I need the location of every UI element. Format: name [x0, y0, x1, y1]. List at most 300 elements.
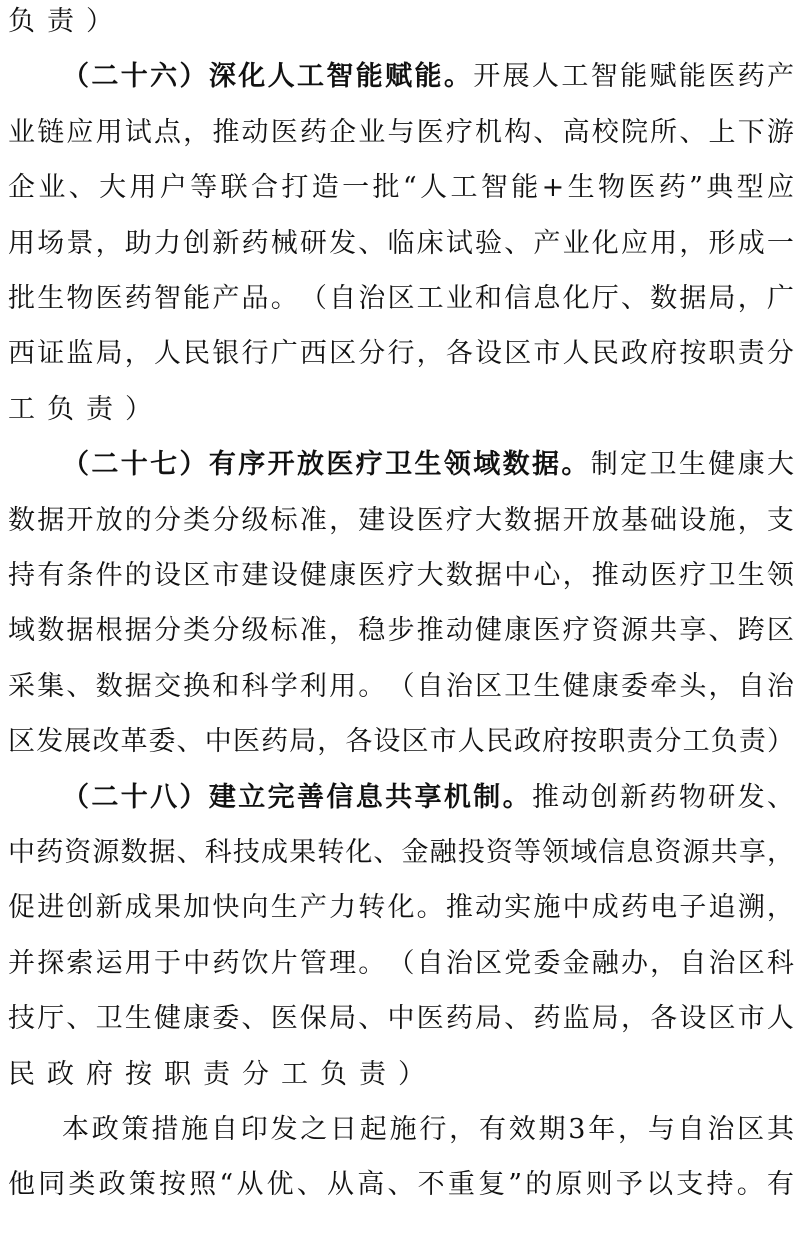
body-char: 和	[212, 670, 240, 702]
heading-char: 二	[91, 61, 119, 93]
body-char: 智	[153, 283, 181, 314]
body-char: 。	[736, 1169, 764, 1201]
body-char: 医	[650, 560, 678, 591]
body-char: ，	[317, 726, 345, 758]
body-char: 医	[270, 1003, 298, 1035]
body-char: 一	[766, 227, 794, 259]
body-char: 区	[329, 338, 357, 370]
text-line	[8, 382, 794, 438]
body-char: 予	[615, 1169, 643, 1201]
heading-char: ）	[179, 61, 207, 93]
body-char: 有	[766, 1169, 794, 1201]
body-char: 民	[183, 338, 211, 370]
body-char: 溯	[737, 892, 765, 924]
body-char: 药	[649, 781, 677, 813]
heading-char: 赋	[385, 61, 413, 93]
text-line	[8, 714, 794, 770]
body-char: 转	[358, 892, 386, 924]
body-char: 融	[429, 837, 457, 868]
body-char: 健	[708, 449, 736, 481]
heading-char: ）	[179, 781, 207, 813]
body-char: 药	[212, 947, 240, 979]
body-char: 助	[124, 227, 152, 259]
body-char: 、	[66, 1003, 94, 1035]
text-line	[8, 991, 794, 1047]
body-char: 进	[37, 892, 65, 924]
body-char: 科	[241, 670, 269, 702]
body-char: 业	[562, 227, 590, 259]
body-char: 化	[387, 892, 415, 924]
body-char: 职	[708, 338, 736, 370]
body-char: 数	[120, 837, 148, 868]
body-char: 发	[329, 227, 357, 259]
body-char: 疗	[679, 560, 707, 591]
body-char: 据	[66, 615, 94, 647]
heading-char: 能	[414, 61, 442, 93]
body-char: 健	[562, 670, 590, 702]
body-char: 资	[485, 837, 513, 868]
body-char: 享	[738, 837, 766, 868]
body-char: 医	[628, 172, 656, 204]
text-line	[8, 936, 794, 992]
body-char: 数	[95, 670, 123, 702]
heading-char: 完	[267, 781, 295, 813]
heading-char: 十	[120, 781, 148, 813]
body-char: 应	[620, 227, 648, 259]
body-char: 政	[620, 338, 648, 370]
text-line	[8, 1157, 794, 1213]
body-char: ，	[416, 338, 444, 370]
body-char: 力	[329, 892, 357, 924]
heading-char: 共	[385, 781, 413, 813]
heading-char: 。	[561, 449, 589, 481]
body-char: 责	[203, 1058, 230, 1090]
body-char: 卫	[504, 670, 532, 702]
body-char: 药	[620, 892, 648, 924]
heading-char: 卫	[385, 449, 413, 481]
body-char: 动	[620, 560, 648, 591]
body-char: 行	[241, 338, 269, 370]
body-char: 的	[124, 560, 152, 591]
body-char: 业	[8, 116, 35, 148]
body-char: 分	[242, 1058, 269, 1090]
body-char: 医	[416, 504, 444, 536]
body-char: 与	[647, 1114, 675, 1145]
body-char: 领	[542, 837, 570, 868]
body-char: 中	[387, 1003, 415, 1035]
body-char: 据	[533, 504, 561, 536]
body-char: ”	[689, 172, 703, 204]
body-char: 融	[591, 947, 619, 979]
body-char: 之	[300, 1114, 328, 1145]
body-char: 据	[124, 670, 152, 702]
body-char: 、	[504, 227, 532, 259]
body-char: 治	[707, 1114, 735, 1145]
body-char: ，	[766, 837, 794, 868]
body-char: 试	[124, 116, 152, 148]
body-char: 校	[591, 116, 619, 148]
body-char: 设	[373, 726, 401, 758]
body-char: 策	[128, 1169, 156, 1201]
body-char: 根	[95, 615, 123, 647]
body-char: 市	[429, 726, 457, 758]
body-char: 区	[8, 726, 35, 758]
body-char: 追	[708, 892, 736, 924]
body-char: 化	[345, 837, 373, 868]
body-char: 大	[99, 172, 127, 204]
body-char: 索	[66, 947, 94, 979]
body-char: 健	[299, 560, 327, 591]
body-char: 数	[445, 560, 473, 591]
body-char: 工	[450, 172, 478, 204]
body-char: 西	[299, 338, 327, 370]
body-char: 区	[737, 947, 765, 979]
body-char: 年	[588, 1114, 616, 1145]
text-line	[8, 326, 794, 382]
body-char: ，	[620, 1003, 648, 1035]
text-line	[8, 0, 794, 50]
body-char: 床	[416, 227, 444, 259]
body-char: 交	[153, 670, 181, 702]
body-char: 场	[37, 227, 65, 259]
body-char: 高	[562, 116, 590, 148]
heading-char: 二	[91, 449, 119, 481]
body-char: 源	[620, 615, 648, 647]
body-char: 、	[66, 670, 94, 702]
body-char: 产	[212, 283, 240, 314]
body-char: 运	[95, 947, 123, 979]
body-char: 创	[66, 892, 94, 924]
body-char: 源	[682, 837, 710, 868]
body-char: ，	[650, 947, 678, 979]
body-char: 各	[650, 1003, 678, 1035]
body-char: 建	[241, 560, 269, 591]
body-char: 果	[289, 837, 317, 868]
body-char: 成	[737, 227, 765, 259]
text-line	[8, 659, 794, 715]
body-char: 局	[289, 726, 317, 758]
body-char: 成	[124, 892, 152, 924]
body-char: 从	[327, 1169, 355, 1201]
body-char: 从	[236, 1169, 264, 1201]
body-char: 分	[212, 615, 240, 647]
body-char: 医	[533, 615, 561, 647]
body-char: 上	[708, 116, 736, 148]
body-char: ，	[124, 338, 152, 370]
body-char: 各	[445, 338, 473, 370]
body-char: ，	[618, 1114, 646, 1145]
body-char: 印	[240, 1114, 268, 1145]
body-char: 以	[646, 1169, 674, 1201]
text-line	[8, 105, 794, 161]
body-char: 标	[270, 504, 298, 536]
body-char: 卫	[95, 1003, 123, 1035]
body-char: 施	[533, 892, 561, 924]
body-char: 药	[658, 172, 686, 204]
body-char: ，	[679, 227, 707, 259]
body-char: 开	[562, 504, 590, 536]
body-char: 革	[120, 726, 148, 758]
body-char: 的	[525, 1169, 553, 1201]
body-char: 采	[8, 670, 35, 702]
body-char: 设	[270, 560, 298, 591]
body-char: 广	[766, 283, 794, 314]
body-char: 定	[620, 449, 648, 481]
body-char: 、	[68, 172, 96, 204]
body-char: 行	[419, 1114, 447, 1145]
body-char: 其	[766, 1114, 794, 1145]
heading-char: 领	[443, 449, 471, 481]
body-char: 用	[329, 670, 357, 702]
body-char: 不	[417, 1169, 445, 1201]
body-char: 生	[270, 892, 298, 924]
body-char: 医	[232, 726, 260, 758]
body-char: 行	[387, 338, 415, 370]
body-char: 级	[241, 504, 269, 536]
body-char: 景	[66, 227, 94, 259]
body-char: 负	[8, 6, 35, 37]
body-char: 职	[164, 1058, 191, 1090]
body-char: 等	[190, 172, 218, 204]
body-char: 推	[532, 781, 559, 813]
body-char: 银	[212, 338, 240, 370]
body-char: 疗	[445, 504, 473, 536]
text-line	[8, 1102, 794, 1158]
body-char: 药	[445, 1003, 473, 1035]
body-char: 构	[504, 116, 532, 148]
heading-char: 信	[326, 781, 354, 813]
body-char: 据	[148, 837, 176, 868]
heading-char: 享	[414, 781, 442, 813]
body-char: 、	[504, 1003, 532, 1035]
body-char: 能	[678, 61, 706, 93]
heading-char: （	[62, 449, 89, 481]
body-char: 企	[329, 116, 357, 148]
body-char: 创	[590, 781, 618, 813]
body-char: 持	[8, 560, 35, 591]
body-char: 数	[37, 615, 65, 647]
body-char: 力	[153, 227, 181, 259]
body-char: 药	[533, 1003, 561, 1035]
body-char: 产	[533, 227, 561, 259]
body-char: 健	[153, 1003, 181, 1035]
body-char: 域	[8, 615, 35, 647]
heading-char: （	[62, 61, 89, 93]
body-char: 动	[561, 781, 589, 813]
text-line	[8, 825, 794, 881]
body-char: 化	[562, 283, 590, 314]
body-char: 探	[37, 947, 65, 979]
heading-char: 有	[208, 449, 236, 481]
body-char: 区	[737, 1114, 765, 1145]
body-char: 、	[176, 837, 204, 868]
text-line	[8, 548, 794, 604]
body-char: 民	[591, 338, 619, 370]
heading-char: 人	[267, 61, 295, 93]
heading-char: 八	[150, 781, 178, 813]
heading-char: 放	[297, 449, 324, 481]
heading-char: 开	[267, 449, 295, 481]
body-char: 责	[86, 393, 113, 425]
body-char: 他	[8, 1169, 35, 1201]
body-char: 研	[299, 227, 327, 259]
body-char: 动	[241, 116, 269, 148]
body-char: 施	[708, 504, 736, 536]
heading-char: ）	[179, 449, 207, 481]
body-char: 应	[767, 172, 794, 204]
body-char: 人	[532, 61, 559, 93]
body-char: 自	[677, 1114, 705, 1145]
body-char: 设	[679, 504, 707, 536]
body-char: 医	[416, 116, 444, 148]
body-char: 动	[445, 615, 473, 647]
body-char: 效	[508, 1114, 536, 1145]
body-char: 临	[387, 227, 415, 259]
body-char: 生	[737, 560, 765, 591]
body-char: 措	[151, 1114, 179, 1145]
heading-char: 化	[238, 61, 266, 93]
body-char: 展	[64, 726, 92, 758]
body-char: 试	[445, 227, 473, 259]
body-char: 息	[533, 283, 561, 314]
body-char: 监	[66, 338, 94, 370]
body-char: 支	[676, 1169, 704, 1201]
body-char: 原	[555, 1169, 583, 1201]
body-char: 医	[95, 283, 123, 314]
heading-char: 生	[414, 449, 442, 481]
body-char: 厅	[591, 283, 619, 314]
body-char: 药	[124, 283, 152, 314]
body-char: 生	[567, 172, 595, 204]
body-char: 负	[710, 726, 738, 758]
body-char: 。	[416, 892, 444, 924]
body-char: 治	[358, 283, 386, 314]
body-char: 、	[708, 615, 736, 647]
body-char: 快	[212, 892, 240, 924]
body-char: 智	[590, 61, 618, 93]
body-char: 西	[8, 338, 35, 370]
body-char: 委	[212, 1003, 240, 1035]
body-char: 能	[511, 172, 539, 204]
body-char: 政	[98, 1169, 126, 1201]
body-char: 自	[737, 670, 765, 702]
body-char: 、	[533, 116, 561, 148]
body-char: 按	[679, 338, 707, 370]
body-char: 期	[538, 1114, 566, 1145]
body-char: 区	[183, 560, 211, 591]
body-char: 形	[708, 227, 736, 259]
body-char: 户	[159, 172, 187, 204]
body-char: 府	[542, 726, 570, 758]
body-char: 金	[562, 947, 590, 979]
body-char: 。	[270, 283, 298, 314]
body-char: 分	[766, 338, 794, 370]
body-char: 点	[153, 116, 181, 148]
body-char: 疗	[387, 560, 415, 591]
body-char: 疗	[445, 116, 473, 148]
body-char: 治	[445, 947, 473, 979]
body-char: 础	[650, 504, 678, 536]
body-char: ，	[329, 615, 357, 647]
body-char: 新	[212, 227, 240, 259]
body-char: 技	[8, 1003, 35, 1035]
body-char: 、	[241, 1003, 269, 1035]
body-char: 业	[445, 283, 473, 314]
body-char: 设	[153, 560, 181, 591]
heading-char: 序	[238, 449, 266, 481]
body-char: 日	[330, 1114, 358, 1145]
body-char: 康	[504, 615, 532, 647]
body-char: 、	[373, 837, 401, 868]
body-char: 验	[475, 227, 502, 259]
body-char: 开	[473, 61, 501, 93]
body-char: 打	[281, 172, 309, 204]
body-char: 造	[311, 172, 339, 204]
body-char: 负	[47, 393, 74, 425]
body-char: 基	[620, 504, 648, 536]
body-char: 展	[502, 61, 530, 93]
body-char: 级	[241, 615, 269, 647]
body-char: 本	[62, 1114, 89, 1145]
body-char: 用	[124, 947, 152, 979]
body-char: 院	[620, 116, 648, 148]
heading-char: 。	[443, 61, 471, 93]
body-char: 分	[358, 338, 386, 370]
body-char: 数	[504, 504, 532, 536]
body-char: 按	[125, 1058, 152, 1090]
body-char: 业	[358, 116, 386, 148]
body-char: 同	[38, 1169, 66, 1201]
body-char: 用	[650, 227, 678, 259]
body-char: 保	[299, 1003, 327, 1035]
body-char: 新	[95, 892, 123, 924]
body-char: 资	[591, 615, 619, 647]
body-char: 职	[598, 726, 626, 758]
body-char: ，	[737, 504, 765, 536]
body-char: 市	[212, 560, 240, 591]
body-char: 饮	[241, 947, 269, 979]
body-char: 据	[124, 615, 152, 647]
body-char: ）	[86, 6, 113, 37]
heading-char: 工	[297, 61, 324, 93]
body-char: 研	[708, 781, 736, 813]
body-char: 支	[766, 504, 794, 536]
body-char: 中	[183, 947, 211, 979]
body-char: 康	[591, 670, 619, 702]
heading-char: 二	[91, 781, 119, 813]
body-char: 政	[47, 1058, 74, 1090]
body-char: ）	[766, 726, 794, 758]
body-char: 健	[475, 615, 502, 647]
body-char: 、	[679, 116, 707, 148]
body-char: 区	[504, 338, 532, 370]
body-char: 医	[416, 1003, 444, 1035]
heading-char: 。	[502, 781, 530, 813]
body-char: 典	[706, 172, 734, 204]
body-char: 业	[38, 172, 66, 204]
body-char: 发	[270, 1114, 298, 1145]
body-char: 企	[8, 172, 35, 204]
heading-char: 十	[120, 449, 148, 481]
body-char: 推	[212, 116, 240, 148]
heading-char: 息	[355, 781, 383, 813]
body-char: 用	[8, 227, 35, 259]
body-char: 准	[299, 615, 327, 647]
body-char: 条	[66, 560, 94, 591]
body-char: 与	[387, 116, 415, 148]
body-char: 子	[679, 892, 707, 924]
body-char: 息	[626, 837, 654, 868]
